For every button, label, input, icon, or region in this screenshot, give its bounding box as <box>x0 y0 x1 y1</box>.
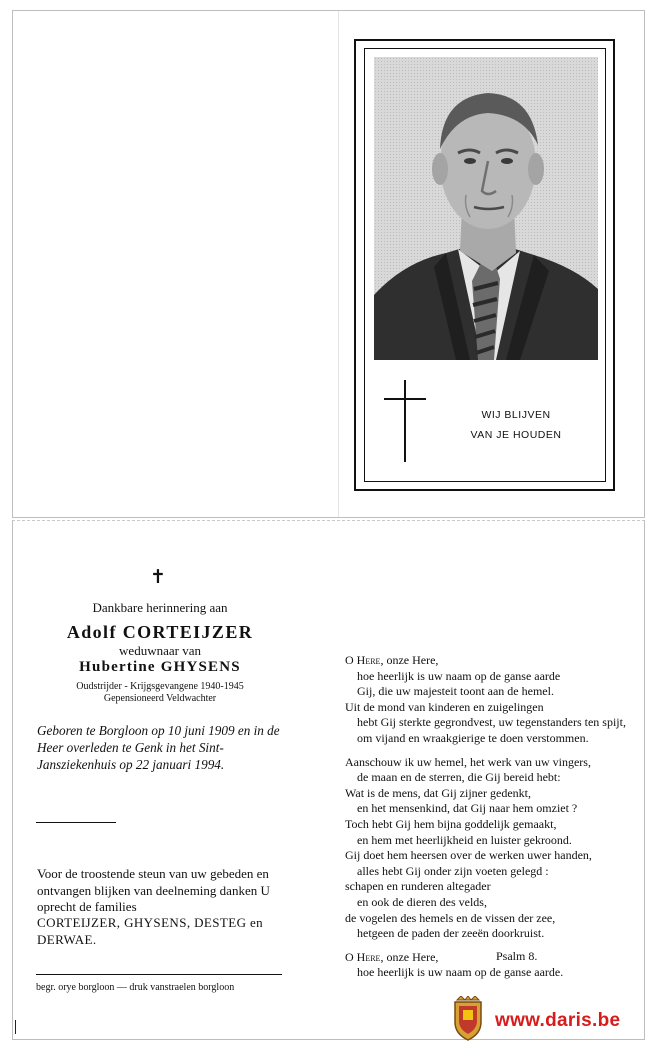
psalm-line: en hem met heerlijkheid en luister gekroond. <box>357 832 572 847</box>
psalm-line: hoe heerlijk is uw naam op de ganse aarde <box>357 668 561 683</box>
fold-line <box>338 11 339 517</box>
psalm-gap <box>345 747 625 755</box>
psalm-line: Toch hebt Gij hem bijna goddelijk gemaakt, <box>345 816 557 831</box>
psalm-line: Gij, die uw majesteit toont aan de hemel. <box>357 684 554 699</box>
psalm-line <box>345 653 625 669</box>
psalm-line: de maan en de sterren, die Gij bereid hebt: <box>357 770 561 785</box>
psalm-line: de vogelen des hemels en de vissen der zee, <box>345 910 556 925</box>
latin-cross-bar <box>384 398 426 400</box>
psalm-line: Aanschouw ik uw hemel, het werk van uw vingers, <box>345 754 591 769</box>
family-names: CORTEIJZER, GHYSENS, DESTEG en DERWAE. <box>37 915 264 947</box>
deceased-portrait-photo <box>374 57 598 360</box>
psalm-text <box>345 653 625 981</box>
psalm-line: en het mensenkind, dat Gij naar hem omziet ? <box>357 801 578 816</box>
psalm-line-prefix: O Here <box>345 653 381 667</box>
psalm-line-rest: , onze Here, <box>380 949 439 964</box>
deceased-name: Adolf CORTEIJZER <box>66 622 254 642</box>
psalm-line: schapen en runderen altegader <box>345 879 491 894</box>
psalm-line <box>345 950 625 966</box>
psalm-line-rest: , onze Here, <box>380 653 439 667</box>
thanks-text: Voor de troostende steun van uw gebeden en ontvangen blijken van deelneming danken U oprecht de families <box>37 866 270 914</box>
birth-death-text: Geboren te Borgloon op 10 juni 1909 en in de Heer overleden te Genk in het Sint-Jansziekenhuis op 22 januari 1994. <box>37 723 280 772</box>
spouse-name: Hubertine GHYSENS <box>79 659 241 675</box>
heraldic-shield-icon <box>451 996 485 1042</box>
motto-line-2: VAN JE HOUDEN <box>470 429 562 441</box>
psalm-line: hoe heerlijk is uw naam op de ganse aarde. <box>357 965 564 980</box>
psalm-line: hebt Gij sterkte gegrondvest, uw tegenstanders ten spijt, <box>357 715 626 730</box>
edge-mark <box>15 1020 16 1034</box>
dagger-cross-icon: ✝ <box>150 567 166 588</box>
bottom-divider <box>36 974 282 975</box>
psalm-line-prefix: O Here <box>345 949 381 964</box>
psalm-reference: Psalm 8. <box>496 949 538 963</box>
printer-credit: begr. orye borgloon — druk vanstraelen borgloon <box>36 982 235 993</box>
occupation-line-2: Gepensioneerd Veldwachter <box>103 693 217 704</box>
short-divider <box>36 822 116 823</box>
psalm-gap <box>345 942 625 950</box>
remembrance-heading: Dankbare herinnering aan <box>92 600 228 615</box>
psalm-line: en ook de dieren des velds, <box>357 894 487 909</box>
occupation-line-1: Oudstrijder - Krijgsgevangene 1940-1945 <box>76 681 244 692</box>
psalm-line: Uit de mond van kinderen en zuigelingen <box>345 699 544 714</box>
psalm-line: hetgeen de paden der zeeën doorkruist. <box>357 926 545 941</box>
watermark-site[interactable]: www.daris.be <box>495 1010 621 1031</box>
widower-label: weduwnaar van <box>119 643 201 658</box>
psalm-line: alles hebt Gij onder zijn voeten gelegd : <box>357 863 549 878</box>
motto <box>450 405 582 445</box>
motto-line-1: WIJ BLIJVEN <box>481 409 551 421</box>
latin-cross-icon <box>404 380 406 462</box>
psalm-line: Gij doet hem heersen over de werken uwer handen, <box>345 848 592 863</box>
psalm-line: Wat is de mens, dat Gij zijner gedenkt, <box>345 785 531 800</box>
psalm-line: om vijand en wraakgierige te doen verstommen. <box>357 730 589 745</box>
